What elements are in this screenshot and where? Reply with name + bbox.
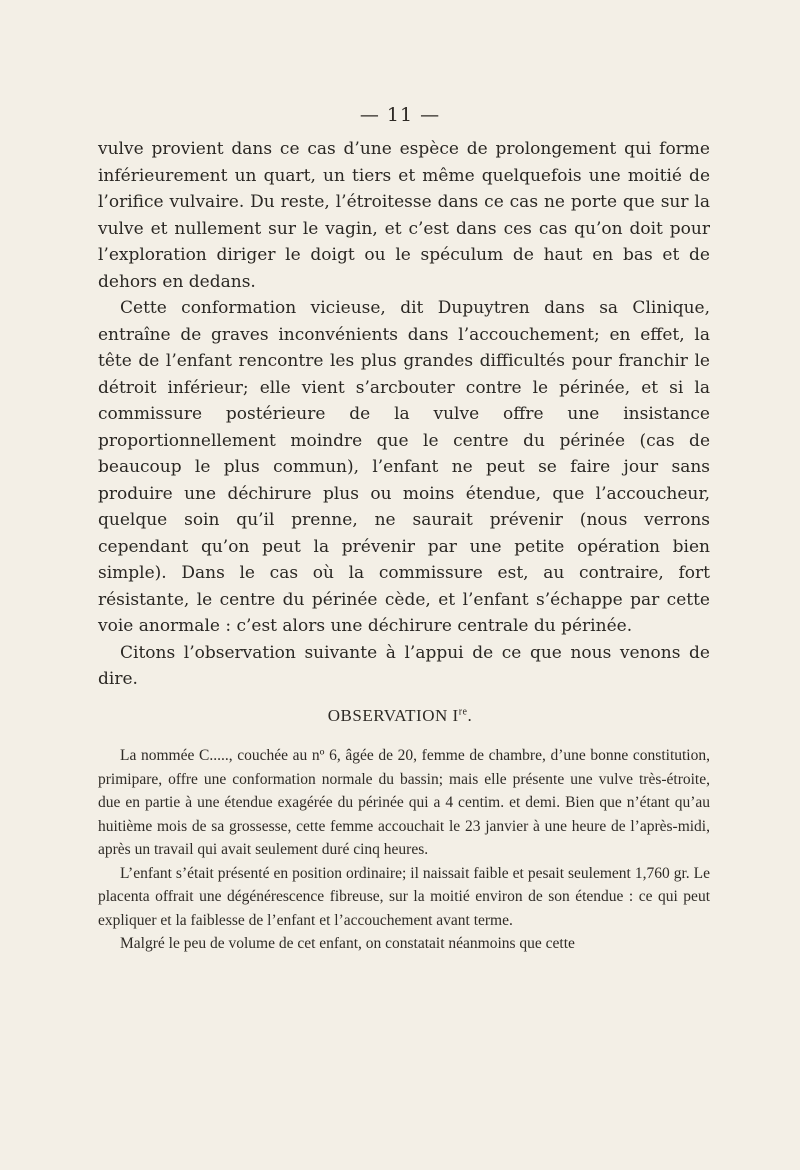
main-text-block bbox=[98, 136, 710, 693]
observation-heading-sup: re bbox=[458, 706, 468, 718]
paragraph-1: vulve provient dans ce cas d’une espèce de prolongement qui forme inférieurement un quart, un tiers et même quelquefois une moitié de l’orifice vulvaire. Du reste, l’étroitesse dans ce cas ne porte que sur la vulve et nullement sur le vagin, et c’est dans ces cas qu’on doit pour l’exploration diriger le doigt ou le spéculum de haut en bas et de dehors en dedans. bbox=[98, 139, 710, 292]
page-number: — 11 — bbox=[359, 104, 441, 126]
observation-heading-end: . bbox=[467, 706, 473, 725]
observation-heading-text: OBSERVATION I bbox=[327, 706, 459, 725]
observation-heading bbox=[0, 706, 800, 726]
paragraph-2: Cette conformation vicieuse, dit Dupuytren dans sa Clinique, entraîne de graves inconvénients dans l’accouchement; en effet, la tête de l’enfant rencontre les plus grandes difficultés pour franchir le détroit inférieur; elle vient s’arcbouter contre le périnée, et si la commissure postérieure de la vulve offre une insistance proportionnellement moindre que le centre du périnée (cas de beaucoup le plus commun), l’enfant ne peut se faire jour sans produire une déchirure plus ou moins étendue, que l’accoucheur, quelque soin qu’il prenne, ne saurait prévenir (nous verrons cependant qu’on peut la prévenir par une petite opération bien simple). Dans le cas où la commissure est, au contraire, fort résistante, le centre du périnée cède, et l’enfant s’échappe par cette voie anormale : c’est alors une déchirure centrale du périnée. bbox=[98, 298, 710, 636]
paragraph-3: Citons l’observation suivante à l’appui de ce que nous venons de dire. bbox=[98, 642, 710, 689]
observation-paragraph-2: L’enfant s’était présenté en position ordinaire; il naissait faible et pesait seulement 1,760 gr. Le placenta offrait une dégénérescence fibreuse, sur la moitié environ de son étendue : ce qui peut expliquer et la faiblesse de l’enfant et l’accouchement avant terme. bbox=[98, 864, 710, 929]
observation-paragraph-1: La nommée C....., couchée au nº 6, âgée de 20, femme de chambre, d’une bonne constitution, primipare, offre une conformation normale du bassin; mais elle présente une vulve très-étroite, due en partie à une étendue exagérée du périnée qui a 4 centim. et demi. Bien que n’étant qu’au huitième mois de sa grossesse, cette femme accouchait le 23 janvier à une heure de l’après-midi, après un travail qui avait seulement duré cinq heures. bbox=[98, 747, 710, 858]
observation-paragraph-3: Malgré le peu de volume de cet enfant, on constatait néanmoins que cette bbox=[120, 935, 575, 952]
observation-text-block bbox=[98, 744, 710, 956]
